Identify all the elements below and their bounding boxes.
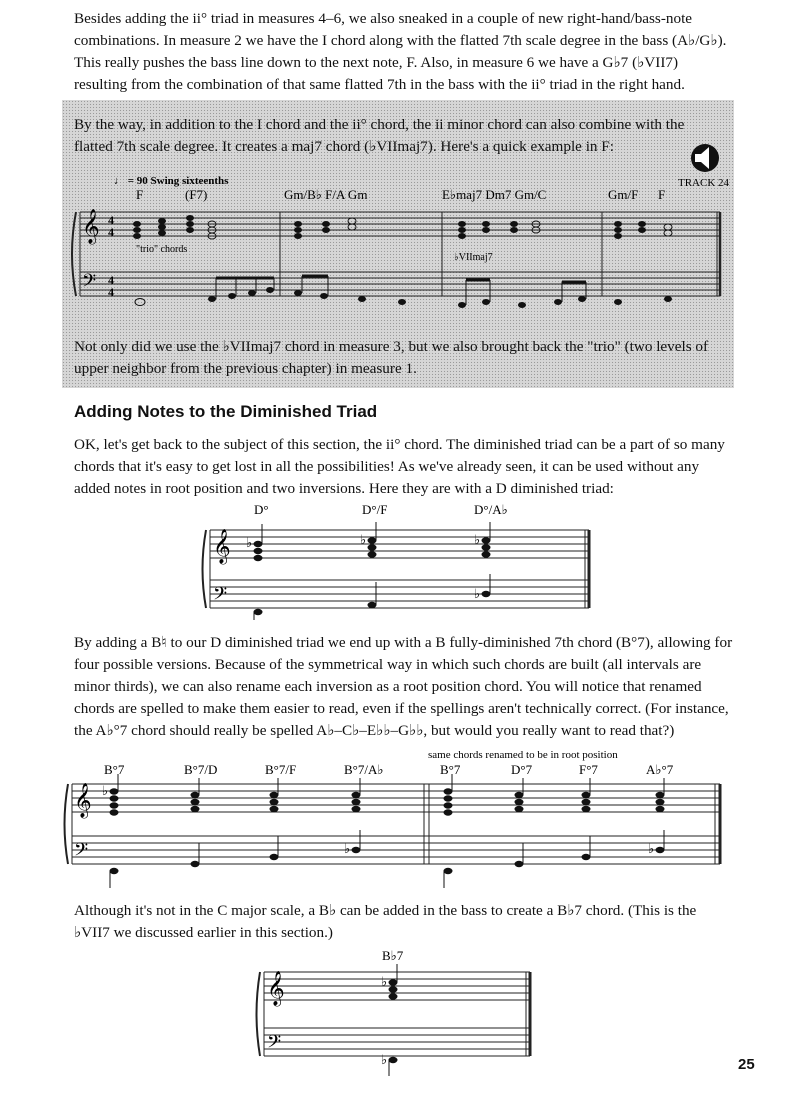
chord-symbol: B°7/F [265,762,297,777]
chord-symbol: D° [254,502,269,517]
svg-text:♭: ♭ [344,841,351,856]
example-2-staff [196,500,596,620]
chord-symbol: D°/F [362,502,388,517]
chord-symbol: B°7/D [184,762,218,777]
page-number: 25 [738,1056,755,1073]
chord-symbol: F [658,187,666,202]
chord-symbol: B°7 [440,762,461,777]
bass-clef-icon: 𝄢 [267,1031,282,1056]
svg-text:4: 4 [108,285,114,299]
chord-symbol: Gm/F [608,187,639,202]
sidebar-box [62,100,734,388]
chord-symbol: F [136,187,144,202]
chord-symbol: F°7 [579,762,598,777]
treble-clef-icon: 𝄞 [74,784,92,817]
renamed-label: same chords renamed to be in root position [428,749,618,761]
example-4-staff [250,946,550,1076]
svg-text:♭: ♭ [474,586,481,601]
svg-text:♭: ♭ [381,1052,388,1067]
track-label: TRACK 24 [678,177,730,189]
chord-symbol: D°7 [511,762,533,777]
audio-track-icon[interactable] [691,144,719,172]
svg-text:4: 4 [108,225,114,239]
tempo-marking: ♩ = 90 Swing sixteenths [114,175,229,187]
treble-clef-icon: 𝄞 [213,530,231,563]
svg-text:♭: ♭ [246,535,253,550]
roman-numeral-label: ♭VIImaj7 [454,252,493,263]
trio-label: "trio" chords [136,244,188,255]
chord-symbol: (F7) [185,187,208,202]
sidebar-bottom-text: Not only did we use the ♭VIImaj7 chord in measure 3, but we also brought back the "trio" (two levels of upper neighbor from the previous chapter) in measure 1. [74,338,709,377]
svg-text:♭: ♭ [648,841,655,856]
example-3-staff [60,744,732,892]
chord-symbol: B♭7 [382,948,404,963]
bass-clef-icon: 𝄢 [82,270,97,295]
chord-symbol: Gm/B♭ F/A Gm [284,187,368,202]
chord-symbol: E♭maj7 Dm7 Gm/C [442,187,547,202]
bb7-paragraph: Although it's not in the C major scale, a B♭ can be added in the bass to create a B♭7 chord. (This is the ♭VII7 we discussed earlier in this section.) [74,902,697,941]
treble-clef-icon: 𝄞 [82,210,100,243]
intro-paragraph: Besides adding the ii° triad in measures 4–6, we also sneaked in a couple of new right-hand/bass-note combinations. In measure 2 we have the I chord along with the flatted 7th scale degree in the bass (A♭/G♭). This really pushes the bass line down to the next note, F. Also, in measure 6 we have a G♭7 (♭VII7) resulting from the combination of that same flatted 7th in the bass with the ii° triad in the right hand. [74,10,727,93]
chord-symbol: B°7 [104,762,125,777]
svg-text:4: 4 [108,273,114,287]
section-heading: Adding Notes to the Diminished Triad [74,402,378,421]
chord-symbol: B°7/A♭ [344,762,384,777]
chord-symbol: D°/A♭ [474,502,508,517]
svg-text:♭: ♭ [474,532,481,547]
svg-text:♭: ♭ [360,532,367,547]
treble-clef-icon: 𝄞 [267,972,285,1005]
sidebar-top-text: By the way, in addition to the I chord and the ii° chord, the ii minor chord can also combine with the flatted 7th scale degree. It creates a maj7 chord (♭VIImaj7). Here's a quick example in F: [74,116,685,155]
bass-clef-icon: 𝄢 [74,839,89,864]
svg-text:4: 4 [108,213,114,227]
diminished-paragraph: OK, let's get back to the subject of this section, the ii° chord. The diminished triad can be a part of so many chords that it's easy to get lost in all the possibilities! As we've already seen, it can be used without any added notes in root position and two inversions. Here they are with a D diminished triad: [74,436,725,497]
b7-paragraph: By adding a B♮ to our D diminished triad we end up with a B fully-diminished 7th chord (B°7), allowing for four possible versions. Because of the symmetrical way in which such chords are built (all intervals are minor thirds), we can also rename each inversion as a root position chord. You will notice that renamed chords are spelled to make them easier to read, even if the spellings aren't technically correct. (For instance, the A♭°7 chord should really be spelled A♭–C♭–E♭♭–G♭♭, but would you really want to read that?) [74,634,733,739]
svg-text:♭: ♭ [102,783,109,798]
svg-text:♭: ♭ [381,974,388,989]
chord-symbol: A♭°7 [646,762,674,777]
bass-clef-icon: 𝄢 [213,583,228,608]
